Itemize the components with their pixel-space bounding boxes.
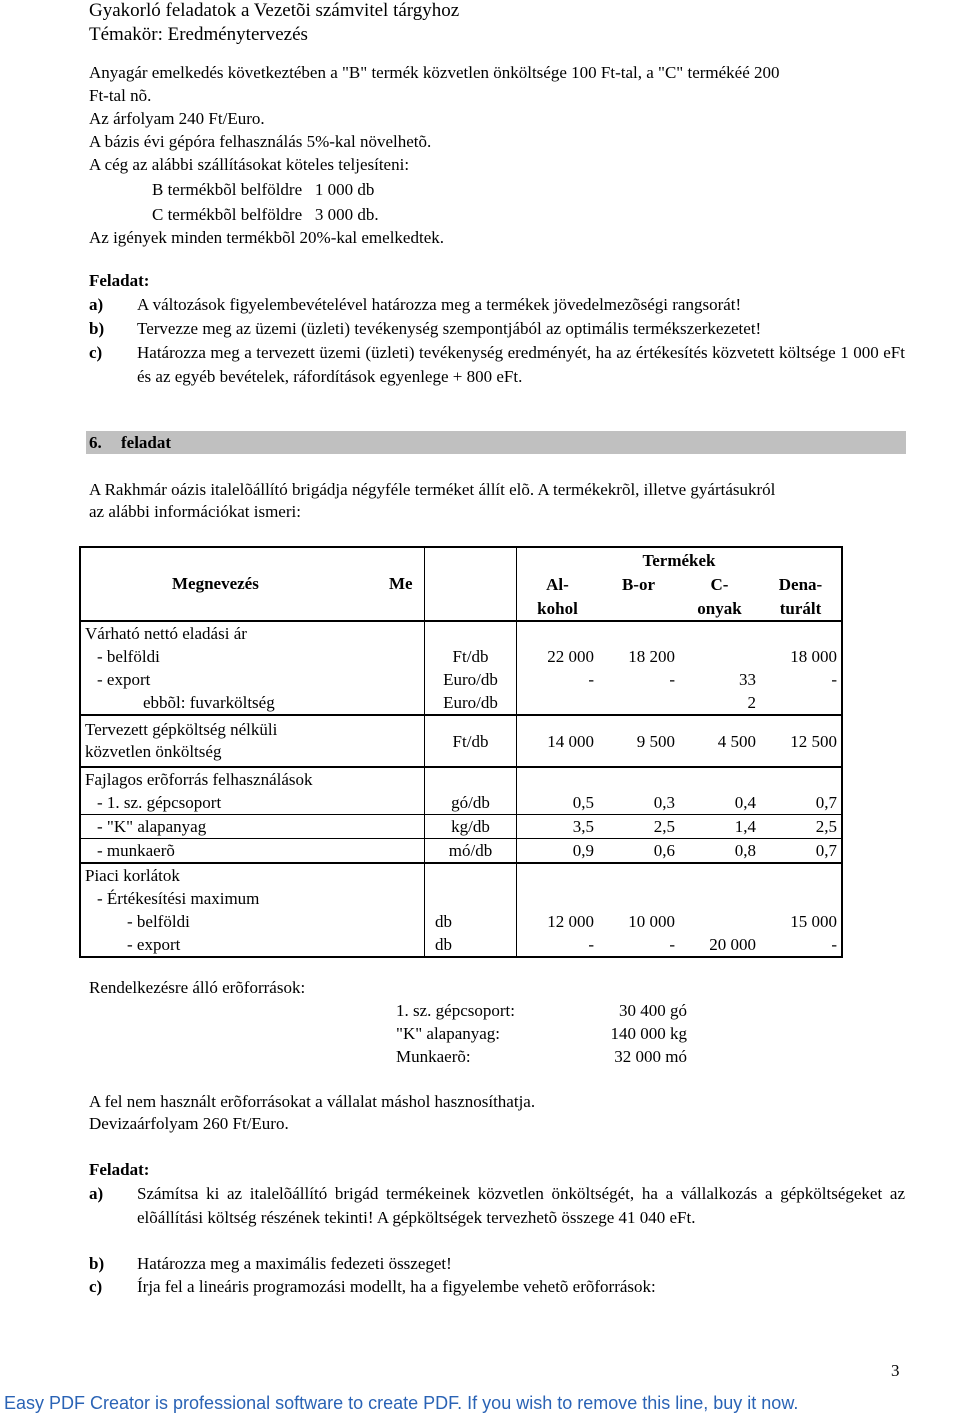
row-unit: Euro/db — [425, 691, 517, 715]
row-label: - 1. sz. gépcsoport — [80, 791, 425, 815]
cell-value: 0,6 — [653, 841, 675, 860]
table-row — [80, 863, 842, 887]
row-unit — [425, 887, 517, 910]
table-row — [80, 887, 842, 910]
cell-value: - — [669, 935, 675, 954]
cell-value: 0,8 — [734, 841, 756, 860]
resource-label: "K" alapanyag: — [396, 1024, 501, 1043]
cell-value — [679, 645, 760, 668]
cell-value — [517, 691, 599, 715]
task-letter: b) — [89, 319, 105, 338]
cell-value: 0,3 — [653, 793, 675, 812]
row-unit: kg/db — [425, 815, 517, 839]
cell-value: - — [588, 670, 594, 689]
footer-text: Easy PDF Creator is professional software to create PDF. If you wish to remove this line, buy it now. — [4, 1393, 799, 1413]
cell-value — [679, 887, 760, 910]
row-unit — [425, 767, 517, 791]
section-intro-line: A Rakhmár oázis italelõállító brigádja négyféle terméket állít elõ. A termékekrõl, illetve gyártásukról — [89, 480, 776, 499]
cell-value: - — [588, 935, 594, 954]
cell-value: - — [669, 670, 675, 689]
cell-value: 4 500 — [717, 731, 756, 751]
resource-label: 1. sz. gépcsoport: — [396, 1001, 515, 1020]
intro-line: Ft-tal nõ. — [89, 86, 152, 105]
row-label: ebbõl: fuvarköltség — [80, 691, 425, 715]
section-title: feladat — [121, 433, 172, 452]
product-header-line: turált — [779, 598, 822, 618]
cell-value: 0,4 — [734, 793, 756, 812]
product-header-line: B-or — [621, 575, 656, 594]
cell-value — [760, 621, 842, 645]
task-letter: c) — [89, 343, 103, 362]
pdf-creator-footer — [0, 1392, 960, 1418]
document-subtitle: Témakör: Eredménytervezés — [89, 24, 308, 45]
note-line: A fel nem használt erõforrásokat a vállalat máshol hasznosíthatja. — [89, 1092, 536, 1111]
intro-line: Az igények minden termékbõl 20%-kal emelkedtek. — [89, 228, 444, 247]
row-label: - export — [80, 668, 425, 691]
cell-value — [679, 910, 760, 933]
resources-heading: Rendelkezésre álló erõforrások: — [89, 978, 306, 997]
intro-line: B termékbõl belföldre 1 000 db — [152, 180, 375, 199]
cell-value — [760, 863, 842, 887]
task-heading: Feladat: — [89, 1160, 150, 1179]
row-unit: gó/db — [425, 791, 517, 815]
intro-line: C termékbõl belföldre 3 000 db. — [152, 205, 379, 224]
intro-line: A bázis évi gépóra felhasználás 5%-kal növelhetõ. — [89, 132, 432, 151]
task-letter: a) — [89, 295, 104, 314]
cell-value — [517, 863, 599, 887]
row-unit: Euro/db — [425, 668, 517, 691]
cell-value — [598, 767, 679, 791]
cell-value: 0,5 — [572, 793, 594, 812]
row-label: - export — [80, 933, 425, 957]
page-number: 3 — [891, 1361, 900, 1380]
section-header-bar — [86, 431, 906, 454]
note-line: Devizaárfolyam 260 Ft/Euro. — [89, 1114, 289, 1133]
row-unit: db — [425, 933, 517, 957]
product-header-line: Al- — [546, 575, 569, 594]
table-row — [80, 815, 842, 839]
cell-value — [679, 863, 760, 887]
row-label-line: közvetlen önköltség — [85, 742, 222, 761]
intro-line: Anyagár emelkedés következtében a "B" termék közvetlen önköltsége 100 Ft-tal, a "C" termékéé 200 — [89, 63, 780, 82]
cell-value — [679, 767, 760, 791]
table-row — [80, 645, 842, 668]
column-header-name: Megnevezés — [172, 574, 259, 593]
cell-value: 2,5 — [815, 817, 837, 836]
table-row — [80, 839, 842, 864]
section-number: 6. — [89, 433, 102, 452]
product-header-line: Dena- — [778, 575, 823, 594]
cell-value: 12 500 — [790, 731, 837, 751]
cell-value — [679, 621, 760, 645]
column-header-unit: Me — [389, 574, 413, 593]
resource-value: 32 000 mó — [614, 1047, 687, 1066]
cell-value: 10 000 — [628, 912, 675, 931]
cell-value: 18 000 — [790, 647, 837, 666]
task-heading: Feladat: — [89, 271, 150, 290]
row-label: Várható nettó eladási ár — [80, 621, 425, 645]
cell-value — [598, 691, 679, 715]
cell-value — [517, 621, 599, 645]
row-label-line: Tervezett gépköltség nélküli — [85, 720, 278, 739]
products-group-header: Termékek — [642, 551, 716, 570]
cell-value: 0,7 — [815, 793, 837, 812]
intro-line: Az árfolyam 240 Ft/Euro. — [89, 109, 265, 128]
cell-value — [517, 887, 599, 910]
cell-value: 14 000 — [547, 731, 594, 751]
row-unit: Ft/db — [425, 645, 517, 668]
product-header-line — [598, 596, 679, 621]
cell-value: 12 000 — [547, 912, 594, 931]
row-unit: Ft/db — [425, 715, 517, 767]
row-label: - "K" alapanyag — [80, 815, 425, 839]
cell-value: 22 000 — [547, 647, 594, 666]
table-row — [80, 715, 842, 767]
row-label: Fajlagos erõforrás felhasználások — [80, 767, 425, 791]
task-letter: c) — [89, 1277, 103, 1296]
cell-value — [760, 767, 842, 791]
row-label — [80, 715, 425, 767]
task-letter: a) — [89, 1184, 104, 1203]
document-title: Gyakorló feladatok a Vezetõi számvitel tárgyhoz — [89, 0, 460, 21]
cell-value: 1,4 — [734, 817, 756, 836]
task-text: Határozza meg a maximális fedezeti összeget! — [137, 1254, 452, 1273]
cell-value: 15 000 — [790, 912, 837, 931]
cell-value: 33 — [739, 670, 756, 689]
task-text: Számítsa ki az italelõállító brigád termékeinek közvetlen önköltségét, ha a vállalkozás a gépköltségeket az elõállítási költség részének tekinti! A gépköltségek tervezhetõ összege 41 040 eFt. — [137, 1184, 905, 1227]
resource-value: 140 000 kg — [610, 1024, 687, 1043]
task-text: A változások figyelembevételével határozza meg a termékek jövedelmezõségi rangsorát! — [137, 295, 742, 314]
cell-value — [760, 691, 842, 715]
row-unit — [425, 621, 517, 645]
task-text: Tervezze meg az üzemi (üzleti) tevékenység szempontjából az optimális termékszerkezetet! — [137, 319, 762, 338]
row-label: - belföldi — [80, 645, 425, 668]
task-text: Írja fel a lineáris programozási modellt, ha a figyelembe vehetõ erõforrások: — [137, 1277, 656, 1296]
table-row — [80, 621, 842, 645]
resource-value: 30 400 gó — [619, 1001, 687, 1020]
intro-line: A cég az alábbi szállításokat köteles teljesíteni: — [89, 155, 410, 174]
row-unit — [425, 863, 517, 887]
product-header-line: kohol — [537, 598, 578, 618]
cell-value: 18 200 — [628, 647, 675, 666]
row-label: Piaci korlátok — [80, 863, 425, 887]
cell-value — [598, 621, 679, 645]
table-row — [80, 910, 842, 933]
table-row — [80, 691, 842, 715]
cell-value: 20 000 — [709, 935, 756, 954]
cell-value: 0,9 — [572, 841, 594, 860]
table-row — [80, 767, 842, 791]
cell-value: 9 500 — [636, 731, 675, 751]
task-letter: b) — [89, 1254, 105, 1273]
cell-value — [598, 863, 679, 887]
row-label: - munkaerõ — [80, 839, 425, 864]
cell-value: - — [831, 935, 837, 954]
row-unit: db — [425, 910, 517, 933]
resource-label: Munkaerõ: — [396, 1047, 471, 1066]
section-intro-line: az alábbi információkat ismeri: — [89, 502, 301, 521]
product-header-line: onyak — [697, 598, 742, 618]
cell-value — [760, 887, 842, 910]
table-row — [80, 933, 842, 957]
cell-value: 2,5 — [653, 817, 675, 836]
cell-value: 2 — [747, 693, 756, 712]
row-unit: mó/db — [425, 839, 517, 864]
row-label: - Értékesítési maximum — [80, 887, 425, 910]
row-label: - belföldi — [80, 910, 425, 933]
cell-value: - — [831, 670, 837, 689]
product-header-line: C- — [710, 575, 729, 594]
cell-value — [598, 887, 679, 910]
cell-value: 3,5 — [572, 817, 594, 836]
cell-value: 0,7 — [815, 841, 837, 860]
table-row — [80, 791, 842, 815]
task-text: Határozza meg a tervezett üzemi (üzleti) tevékenység eredményét, ha az értékesítés közvetett költsége 1 000 eFt és az egyéb bevételek, ráfordítások egyenlege + 800 eFt. — [137, 343, 905, 386]
product-data-table — [79, 546, 843, 958]
table-row — [80, 668, 842, 691]
cell-value — [517, 767, 599, 791]
